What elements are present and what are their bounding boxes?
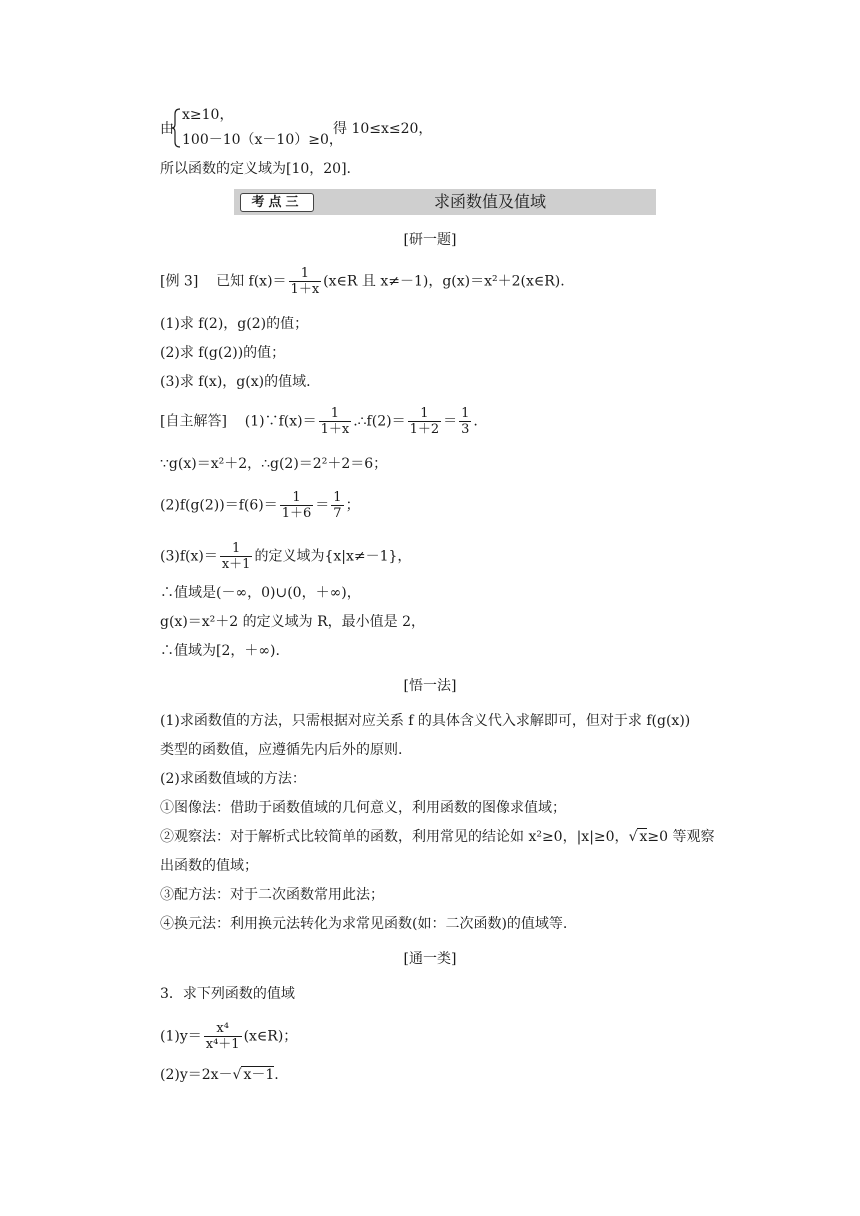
frac-den: 1＋2 — [409, 422, 440, 437]
method-m2a-pre: ②观察法：对于解析式比较简单的函数，利用常见的结论如 x²≥0，|x|≥0， — [160, 829, 629, 845]
frac-num: x⁴ — [216, 1021, 229, 1036]
example-label: [例 3] — [160, 273, 199, 290]
exercise-title: 3．求下列函数的值域 — [160, 986, 295, 1002]
exercise-e2-sqrt: x－1 — [243, 1067, 275, 1083]
solution-s3-eq: ＝ — [315, 497, 330, 514]
method-m1: ①图像法：借助于函数值域的几何意义，利用函数的图像求值域； — [160, 800, 566, 816]
solution-frac1 — [319, 406, 352, 437]
solution-s3-end: ； — [345, 497, 360, 514]
example-post: (x∈R 且 x≠－1)，g(x)＝x²＋2(x∈R). — [323, 273, 565, 290]
frac-num: 1 — [461, 406, 470, 421]
exercise-frac — [204, 1021, 242, 1052]
example-q1: (1)求 f(2)，g(2)的值； — [160, 316, 309, 332]
intro-you: 由 — [160, 121, 174, 137]
method-p1b: 类型的函数值，应遵循先内后外的原则. — [160, 742, 403, 758]
frac-num: 1 — [330, 406, 340, 421]
frac-den: 7 — [333, 506, 342, 521]
heading-wu: [悟一法] — [403, 678, 457, 694]
intro-domain: 所以函数的定义域为[10，20]. — [160, 161, 352, 177]
example-q3: (3)求 f(x)，g(x)的值域. — [160, 374, 311, 390]
solution-frac6 — [220, 541, 253, 572]
method-m4: ④换元法：利用换元法转化为求常见函数(如：二次函数)的值域等. — [160, 916, 568, 932]
example-q2: (2)求 f(g(2))的值； — [160, 345, 286, 361]
solution-frac5 — [331, 490, 343, 521]
frac-den: 3 — [461, 422, 470, 437]
solution-s2: ∵g(x)＝x²＋2，∴g(2)＝2²＋2＝6； — [160, 456, 388, 472]
frac-den: x⁴＋1 — [205, 1037, 240, 1052]
exercise-e1-post: (x∈R)； — [243, 1028, 298, 1045]
method-m2a: ②观察法：对于解析式比较简单的函数，利用常见的结论如 x²≥0，|x|≥0，√ x≥0 等观察 — [160, 829, 715, 845]
intro-cond1: x≥10， — [182, 107, 234, 123]
solution-s1-eq: ＝ — [443, 413, 458, 430]
solution-frac3 — [459, 406, 471, 437]
solution-s1-mid: .∴f(2)＝ — [353, 413, 406, 430]
frac-num: 1 — [292, 490, 301, 505]
solution-s3-pre: (2)f(g(2))＝f(6)＝ — [160, 497, 278, 514]
exercise-e2: (2)y＝2x－√ x－1. — [160, 1067, 279, 1083]
frac-num: 1 — [420, 406, 429, 421]
heading-tong: [通一类] — [403, 951, 457, 967]
method-p1a: (1)求函数值的方法，只需根据对应关系 f 的具体含义代入求解即可，但对于求 f(g(x)) — [160, 713, 691, 729]
method-m2a-sqrt: x — [639, 829, 648, 845]
intro-cond2: 100－10（x－10）≥0， — [182, 132, 343, 148]
example-frac — [289, 266, 322, 297]
exercise-e2-pre: (2)y＝2x－ — [160, 1067, 233, 1083]
heading-yan: [研一题] — [403, 232, 457, 248]
frac-den: x＋1 — [221, 557, 251, 572]
solution-frac2 — [408, 406, 442, 437]
method-m2a-post: ≥0 等观察 — [647, 829, 715, 845]
solution-s7: ∴值域为[2，＋∞). — [160, 643, 280, 659]
method-p2: (2)求函数值域的方法： — [160, 771, 306, 787]
section-tag: 考点三 — [240, 193, 314, 212]
exercise-e1-pre: (1)y＝ — [160, 1028, 202, 1045]
frac-den: 1＋x — [290, 282, 320, 297]
exercise-e1 — [160, 1021, 297, 1052]
solution-s1-end: . — [473, 413, 478, 430]
solution-label: [自主解答] — [160, 413, 227, 430]
solution-line3 — [160, 490, 360, 521]
frac-den: 1＋x — [320, 422, 350, 437]
frac-num: 1 — [300, 266, 309, 281]
brace-icon — [171, 108, 181, 148]
solution-s6: g(x)＝x²＋2 的定义域为 R，最小值是 2， — [160, 614, 425, 630]
example-pre: 已知 f(x)＝ — [216, 273, 287, 290]
method-m3: ③配方法：对于二次函数常用此法； — [160, 887, 384, 903]
solution-line4 — [160, 541, 411, 572]
solution-s1-pre: (1)∵f(x)＝ — [244, 413, 317, 430]
intro-result: 得 10≤x≤20， — [333, 121, 433, 137]
method-m2b: 出函数的值域； — [160, 858, 258, 874]
section-title: 求函数值及值域 — [433, 192, 546, 211]
solution-line1 — [160, 406, 478, 437]
solution-s4-pre: (3)f(x)＝ — [160, 548, 218, 565]
solution-s4-post: 的定义域为{x|x≠－1}， — [254, 548, 412, 565]
exercise-e2-end: . — [274, 1067, 279, 1083]
solution-s5: ∴值域是(－∞，0)∪(0，＋∞)， — [160, 585, 361, 601]
solution-frac4 — [280, 490, 314, 521]
frac-num: 1 — [333, 490, 342, 505]
frac-num: 1 — [232, 541, 241, 556]
frac-den: 1＋6 — [281, 506, 312, 521]
example-line — [160, 266, 565, 297]
